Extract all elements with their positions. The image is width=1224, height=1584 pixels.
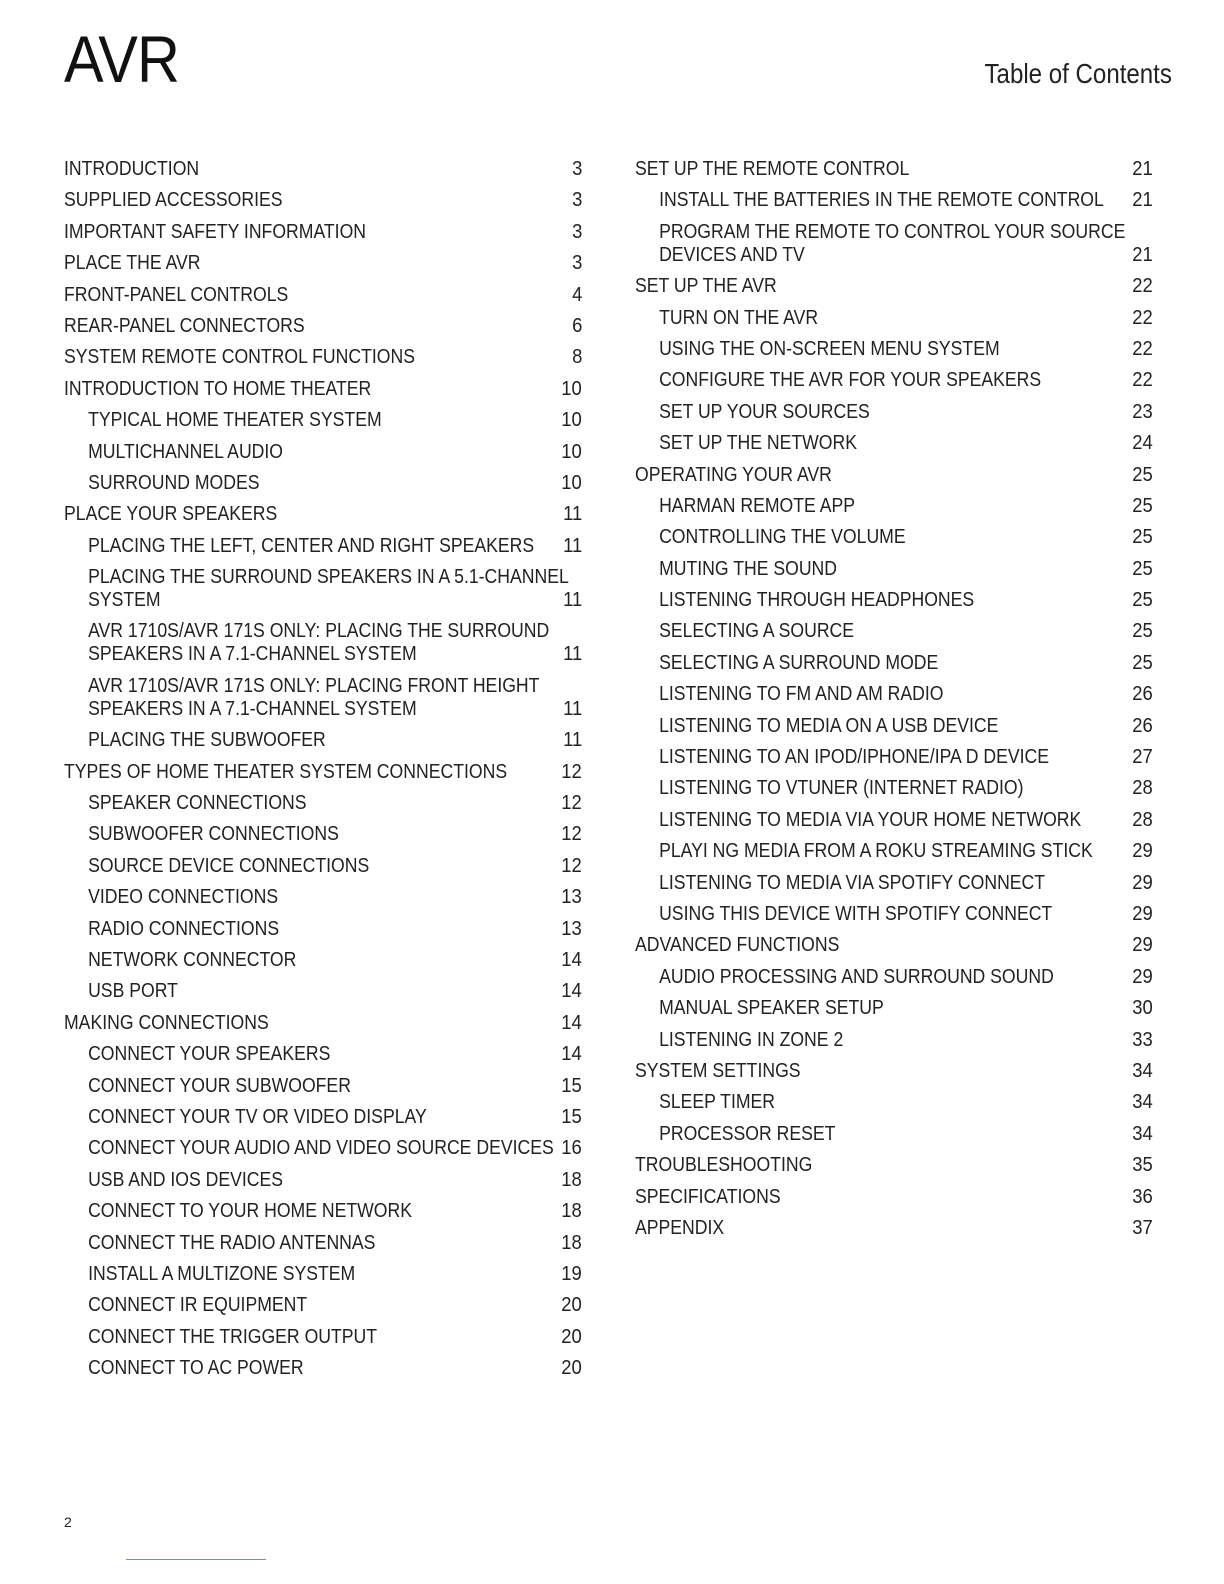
toc-entry-title: PLACING THE SURROUND SPEAKERS IN A 5.1-CHANNEL SYSTEM: [88, 565, 569, 612]
toc-subentry[interactable]: [64, 565, 582, 611]
toc-entry-page: 10: [561, 376, 582, 400]
toc-entry-page: 16: [561, 1136, 582, 1160]
toc-entry-title: SOURCE DEVICE CONNECTIONS: [88, 853, 370, 877]
toc-entry-page: 25: [1132, 525, 1153, 549]
toc-entry-title: CONNECT YOUR SPEAKERS: [88, 1042, 331, 1066]
toc-entry-title: PLACE YOUR SPEAKERS: [64, 502, 278, 526]
toc-subentry[interactable]: [64, 728, 582, 751]
toc-subentry[interactable]: [635, 808, 1153, 831]
toc-entry-title: CONNECT THE TRIGGER OUTPUT: [88, 1324, 378, 1348]
toc-entry[interactable]: [64, 345, 582, 368]
toc-entry-page: 19: [561, 1261, 582, 1285]
toc-entry-title: PLACING THE LEFT, CENTER AND RIGHT SPEAKERS: [88, 533, 535, 557]
toc-entry-title: CONNECT YOUR TV OR VIDEO DISPLAY: [88, 1104, 427, 1128]
toc-entry-title: CONNECT TO YOUR HOME NETWORK: [88, 1199, 412, 1223]
toc-entry-page: 14: [561, 1042, 582, 1066]
toc-subentry[interactable]: [635, 368, 1153, 391]
toc-entry-page: 22: [1132, 274, 1153, 298]
toc-entry-page: 11: [562, 502, 582, 526]
toc-entry-page: 15: [561, 1073, 582, 1097]
toc-entry-title: SPECIFICATIONS: [635, 1184, 781, 1208]
toc-entry-title: USB PORT: [88, 979, 178, 1003]
toc-entry[interactable]: [635, 933, 1153, 956]
avr-logo: AVR: [64, 22, 180, 96]
toc-entry-page: 29: [1132, 870, 1153, 894]
toc-entry-title: INSTALL THE BATTERIES IN THE REMOTE CONTROL: [659, 188, 1104, 212]
toc-subentry[interactable]: [64, 1325, 582, 1348]
toc-entry-page: 11: [562, 642, 582, 666]
toc-entry-page: 29: [1132, 933, 1153, 957]
toc-entry-title: CONNECT YOUR AUDIO AND VIDEO SOURCE DEVICES: [88, 1136, 554, 1160]
toc-entry-page: 11: [562, 728, 582, 752]
toc-entry-page: 18: [561, 1230, 582, 1254]
toc-entry-title: TROUBLESHOOTING: [635, 1153, 813, 1177]
toc-entry[interactable]: [635, 274, 1153, 297]
toc-subentry[interactable]: [64, 408, 582, 431]
toc-entry-page: 12: [561, 791, 582, 815]
toc-entry-page: 22: [1132, 368, 1153, 392]
toc-entry-title: PLACE THE AVR: [64, 251, 201, 275]
toc-subentry[interactable]: [64, 885, 582, 908]
toc-subentry[interactable]: [64, 1105, 582, 1128]
toc-column-right: [635, 157, 1153, 1247]
toc-entry-title: MANUAL SPEAKER SETUP: [659, 996, 884, 1020]
toc-entry[interactable]: [635, 157, 1153, 180]
toc-entry-page: 11: [562, 533, 582, 557]
toc-entry-title: PROCESSOR RESET: [659, 1121, 836, 1145]
toc-entry-title: IMPORTANT SAFETY INFORMATION: [64, 219, 367, 243]
toc-subentry[interactable]: [635, 871, 1153, 894]
toc-entry-page: 3: [571, 219, 582, 243]
toc-entry-page: 25: [1132, 462, 1153, 486]
toc-entry-title: APPENDIX: [635, 1215, 725, 1239]
toc-entry-page: 35: [1132, 1153, 1153, 1177]
toc-subentry[interactable]: [64, 674, 582, 720]
toc-entry-title: SYSTEM SETTINGS: [635, 1058, 801, 1082]
toc-subentry[interactable]: [635, 525, 1153, 548]
toc-subentry[interactable]: [635, 306, 1153, 329]
toc-entry-page: 13: [561, 916, 582, 940]
toc-entry-title: MUTING THE SOUND: [659, 556, 838, 580]
toc-entry[interactable]: [64, 251, 582, 274]
toc-entry-title: SUBWOOFER CONNECTIONS: [88, 822, 339, 846]
toc-subentry[interactable]: [64, 822, 582, 845]
toc-entry[interactable]: [64, 188, 582, 211]
toc-entry-title: OPERATING YOUR AVR: [635, 462, 832, 486]
toc-subentry[interactable]: [635, 337, 1153, 360]
toc-subentry[interactable]: [635, 651, 1153, 674]
toc-entry-title: AVR 1710S/AVR 171S ONLY: PLACING FRONT HEIGHT SPEAKERS IN A 7.1-CHANNEL SYSTEM: [88, 673, 540, 720]
toc-subentry[interactable]: [64, 1293, 582, 1316]
toc-entry-page: 34: [1132, 1058, 1153, 1082]
toc-entry-title: REAR-PANEL CONNECTORS: [64, 313, 305, 337]
toc-entry-title: SPEAKER CONNECTIONS: [88, 791, 307, 815]
toc-subentry[interactable]: [635, 1090, 1153, 1113]
toc-entry-page: 14: [561, 979, 582, 1003]
toc-subentry[interactable]: [635, 682, 1153, 705]
toc-entry-title: CONTROLLING THE VOLUME: [659, 525, 906, 549]
toc-entry[interactable]: [64, 1011, 582, 1034]
toc-entry[interactable]: [635, 463, 1153, 486]
page-title: Table of Contents: [984, 58, 1172, 89]
toc-subentry[interactable]: [635, 996, 1153, 1019]
toc-subentry[interactable]: [635, 745, 1153, 768]
page-number: 2: [64, 1514, 72, 1530]
toc-entry[interactable]: [635, 1216, 1153, 1239]
toc-entry-title: CONNECT YOUR SUBWOOFER: [88, 1073, 351, 1097]
toc-entry-title: SURROUND MODES: [88, 470, 260, 494]
toc-entry-page: 21: [1132, 242, 1153, 266]
toc-entry-title: USING THIS DEVICE WITH SPOTIFY CONNECT: [659, 901, 1053, 925]
toc-entry-title: LISTENING THROUGH HEADPHONES: [659, 588, 975, 612]
toc-subentry[interactable]: [64, 979, 582, 1002]
toc-subentry[interactable]: [64, 440, 582, 463]
toc-entry-title: SET UP THE REMOTE CONTROL: [635, 157, 910, 180]
toc-entry-page: 10: [561, 470, 582, 494]
toc-subentry[interactable]: [635, 619, 1153, 642]
toc-entry-title: INTRODUCTION: [64, 157, 200, 180]
toc-entry-title: HARMAN REMOTE APP: [659, 493, 855, 517]
toc-subentry[interactable]: [64, 471, 582, 494]
toc-entry-page: 21: [1132, 157, 1153, 180]
toc-subentry[interactable]: [64, 1356, 582, 1379]
toc-entry-page: 26: [1132, 713, 1153, 737]
toc-entry-title: SLEEP TIMER: [659, 1090, 776, 1114]
toc-entry-title: MAKING CONNECTIONS: [64, 1010, 269, 1034]
toc-subentry[interactable]: [64, 1136, 582, 1159]
toc-entry-page: 14: [561, 947, 582, 971]
toc-entry-title: CONNECT IR EQUIPMENT: [88, 1293, 308, 1317]
toc-entry-page: 20: [561, 1356, 582, 1380]
toc-entry-page: 25: [1132, 556, 1153, 580]
toc-entry[interactable]: [635, 1059, 1153, 1082]
toc-entry-title: SUPPLIED ACCESSORIES: [64, 188, 283, 212]
toc-subentry[interactable]: [635, 188, 1153, 211]
toc-entry-page: 29: [1132, 901, 1153, 925]
toc-entry-page: 34: [1132, 1090, 1153, 1114]
toc-entry-title: LISTENING TO MEDIA VIA YOUR HOME NETWORK: [659, 807, 1082, 831]
toc-entry-page: 15: [561, 1104, 582, 1128]
toc-entry[interactable]: [64, 377, 582, 400]
toc-entry-page: 27: [1132, 745, 1153, 769]
toc-entry-title: TURN ON THE AVR: [659, 305, 819, 329]
toc-entry-title: CONNECT TO AC POWER: [88, 1356, 304, 1380]
toc-entry-title: INTRODUCTION TO HOME THEATER: [64, 376, 372, 400]
toc-entry[interactable]: [635, 1153, 1153, 1176]
toc-entry-page: 26: [1132, 682, 1153, 706]
toc-entry-page: 24: [1132, 431, 1153, 455]
toc-entry-page: 22: [1132, 305, 1153, 329]
toc-entry-title: TYPICAL HOME THEATER SYSTEM: [88, 408, 382, 432]
toc-subentry[interactable]: [635, 400, 1153, 423]
toc-entry-page: 28: [1132, 776, 1153, 800]
toc-entry-title: INSTALL A MULTIZONE SYSTEM: [88, 1261, 356, 1285]
toc-entry-title: AVR 1710S/AVR 171S ONLY: PLACING THE SURROUND SPEAKERS IN A 7.1-CHANNEL SYSTEM: [88, 619, 550, 666]
toc-entry-title: SET UP YOUR SOURCES: [659, 399, 870, 423]
toc-entry[interactable]: [64, 314, 582, 337]
toc-entry-title: SYSTEM REMOTE CONTROL FUNCTIONS: [64, 345, 415, 369]
toc-entry-title: NETWORK CONNECTOR: [88, 947, 297, 971]
toc-entry-page: 3: [571, 157, 582, 180]
toc-subentry[interactable]: [635, 839, 1153, 862]
toc-entry-title: USB AND IOS DEVICES: [88, 1167, 284, 1191]
toc-entry-page: 34: [1132, 1121, 1153, 1145]
toc-entry-title: SET UP THE AVR: [635, 274, 777, 298]
toc-entry-title: LISTENING TO MEDIA ON A USB DEVICE: [659, 713, 999, 737]
toc-entry-title: USING THE ON-SCREEN MENU SYSTEM: [659, 336, 1000, 360]
toc-subentry[interactable]: [635, 431, 1153, 454]
toc-entry-page: 6: [571, 313, 582, 337]
toc-subentry[interactable]: [64, 619, 582, 665]
toc-entry-page: 25: [1132, 493, 1153, 517]
toc-subentry[interactable]: [64, 1042, 582, 1065]
toc-subentry[interactable]: [635, 494, 1153, 517]
toc-entry-title: MULTICHANNEL AUDIO: [88, 439, 284, 463]
toc-entry-title: LISTENING TO VTUNER (INTERNET RADIO): [659, 776, 1024, 800]
toc-entry-page: 10: [561, 439, 582, 463]
toc-entry-page: 28: [1132, 807, 1153, 831]
toc-entry-page: 20: [561, 1293, 582, 1317]
toc-entry-page: 25: [1132, 619, 1153, 643]
toc-entry-title: SELECTING A SOURCE: [659, 619, 855, 643]
toc-entry-page: 18: [561, 1167, 582, 1191]
toc-entry-title: VIDEO CONNECTIONS: [88, 885, 279, 909]
toc-subentry[interactable]: [64, 534, 582, 557]
toc-entry-title: LISTENING IN ZONE 2: [659, 1027, 844, 1051]
footer-rule: [126, 1559, 266, 1560]
toc-entry-title: TYPES OF HOME THEATER SYSTEM CONNECTIONS: [64, 759, 508, 783]
toc-subentry[interactable]: [635, 714, 1153, 737]
toc-subentry[interactable]: [64, 1199, 582, 1222]
toc-entry-page: 11: [562, 696, 582, 720]
toc-entry-page: 12: [561, 853, 582, 877]
toc-entry-page: 29: [1132, 964, 1153, 988]
toc-entry-page: 37: [1132, 1215, 1153, 1239]
toc-entry-title: SELECTING A SURROUND MODE: [659, 650, 939, 674]
toc-entry-page: 14: [561, 1010, 582, 1034]
toc-entry-page: 8: [571, 345, 582, 369]
toc-entry-page: 12: [561, 822, 582, 846]
toc-entry-title: RADIO CONNECTIONS: [88, 916, 280, 940]
toc-entry-title: CONFIGURE THE AVR FOR YOUR SPEAKERS: [659, 368, 1042, 392]
toc-subentry[interactable]: [635, 557, 1153, 580]
toc-subentry[interactable]: [64, 948, 582, 971]
toc-entry-title: LISTENING TO AN IPOD/IPHONE/IPA D DEVICE: [659, 745, 1050, 769]
toc-entry-title: SET UP THE NETWORK: [659, 431, 857, 455]
toc-entry-page: 25: [1132, 650, 1153, 674]
toc-subentry[interactable]: [635, 965, 1153, 988]
toc-entry-page: 12: [561, 759, 582, 783]
toc-entry-page: 20: [561, 1324, 582, 1348]
toc-subentry[interactable]: [635, 220, 1153, 266]
toc-subentry[interactable]: [635, 902, 1153, 925]
toc-subentry[interactable]: [635, 1028, 1153, 1051]
toc-entry[interactable]: [64, 220, 582, 243]
toc-entry-page: 3: [571, 251, 582, 275]
toc-subentry[interactable]: [635, 776, 1153, 799]
toc-entry-title: PROGRAM THE REMOTE TO CONTROL YOUR SOURCE DEVICES AND TV: [659, 219, 1126, 266]
toc-entry-page: 10: [561, 408, 582, 432]
toc-entry-title: PLAYI NG MEDIA FROM A ROKU STREAMING STICK: [659, 839, 1093, 863]
toc-entry-page: 21: [1132, 188, 1153, 212]
toc-entry[interactable]: [635, 1185, 1153, 1208]
toc-entry[interactable]: [64, 157, 582, 180]
toc-entry-page: 11: [562, 588, 582, 612]
toc-entry[interactable]: [64, 502, 582, 525]
toc-subentry[interactable]: [64, 917, 582, 940]
toc-entry-page: 33: [1132, 1027, 1153, 1051]
toc-subentry[interactable]: [64, 1074, 582, 1097]
toc-entry-page: 30: [1132, 996, 1153, 1020]
toc-entry-page: 25: [1132, 588, 1153, 612]
toc-subentry[interactable]: [635, 1122, 1153, 1145]
toc-entry-title: CONNECT THE RADIO ANTENNAS: [88, 1230, 376, 1254]
toc-entry-page: 36: [1132, 1184, 1153, 1208]
toc-subentry[interactable]: [64, 1168, 582, 1191]
toc-column-left: [64, 157, 582, 1387]
toc-entry-page: 22: [1132, 336, 1153, 360]
toc-entry-title: LISTENING TO MEDIA VIA SPOTIFY CONNECT: [659, 870, 1046, 894]
toc-entry-title: PLACING THE SUBWOOFER: [88, 728, 326, 752]
toc-entry-title: ADVANCED FUNCTIONS: [635, 933, 840, 957]
toc-subentry[interactable]: [64, 1231, 582, 1254]
toc-entry-title: LISTENING TO FM AND AM RADIO: [659, 682, 944, 706]
toc-entry-page: 13: [561, 885, 582, 909]
toc-entry-title: AUDIO PROCESSING AND SURROUND SOUND: [659, 964, 1054, 988]
toc-entry-page: 18: [561, 1199, 582, 1223]
toc-subentry[interactable]: [635, 588, 1153, 611]
toc-subentry[interactable]: [64, 854, 582, 877]
toc-entry[interactable]: [64, 760, 582, 783]
toc-entry-page: 23: [1132, 399, 1153, 423]
toc-entry-page: 3: [571, 188, 582, 212]
toc-entry[interactable]: [64, 283, 582, 306]
toc-subentry[interactable]: [64, 791, 582, 814]
toc-entry-title: FRONT-PANEL CONTROLS: [64, 282, 289, 306]
toc-subentry[interactable]: [64, 1262, 582, 1285]
toc-entry-page: 29: [1132, 839, 1153, 863]
toc-entry-page: 4: [571, 282, 582, 306]
